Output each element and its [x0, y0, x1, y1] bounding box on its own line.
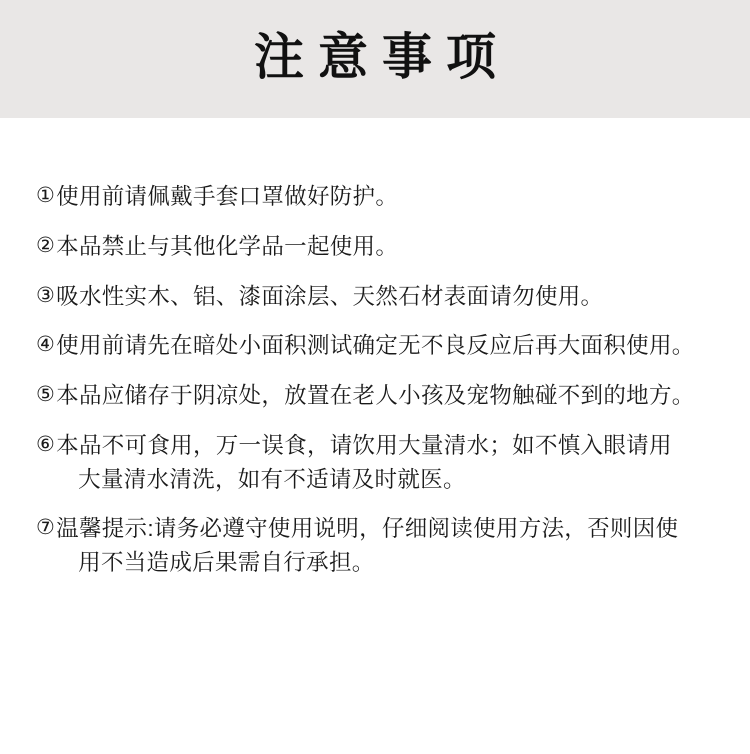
list-item — [36, 180, 732, 214]
list-item-marker: ① — [36, 184, 56, 207]
list-item-marker: ③ — [36, 283, 56, 307]
list-item-marker: ② — [36, 233, 56, 257]
list-item-text — [56, 429, 732, 497]
list-item-text: 本品应储存于阴凉处，放置在老人小孩及宠物触碰不到的地方。 — [56, 383, 695, 408]
list-item-text: 吸水性实木、铝、漆面涂层、天然石材表面请勿使用。 — [56, 283, 604, 309]
notice-list — [36, 180, 732, 580]
list-item — [36, 429, 732, 497]
list-item-marker: ⑥ — [36, 432, 56, 456]
list-item-line: 本品不可食用，万一误食，请饮用大量清水；如不慎入眼请用 — [56, 432, 672, 458]
list-item — [36, 230, 732, 264]
list-item-text: 使用前请佩戴手套口罩做好防护。 — [56, 184, 399, 209]
list-item-text — [56, 512, 732, 580]
list-item-line: 用不当造成后果需自行承担。 — [78, 550, 375, 575]
list-item-text: 本品禁止与其他化学品一起使用。 — [56, 233, 399, 259]
list-item-marker: ④ — [36, 333, 56, 357]
list-item-line: 温馨提示:请务必遵守使用说明，仔细阅读使用方法，否则因使 — [56, 516, 679, 542]
notice-body — [0, 118, 750, 580]
list-item — [36, 280, 732, 314]
page-header — [0, 0, 750, 118]
page-title: 注意事项 — [254, 29, 510, 85]
list-item — [36, 329, 732, 363]
list-item-marker: ⑤ — [36, 383, 56, 406]
list-item-line: 大量清水清洗，如有不适请及时就医。 — [78, 466, 466, 492]
list-item — [36, 379, 732, 413]
list-item-text: 使用前请先在暗处小面积测试确定无不良反应后再大面积使用。 — [56, 333, 695, 359]
list-item — [36, 512, 732, 580]
list-item-marker: ⑦ — [36, 516, 56, 540]
